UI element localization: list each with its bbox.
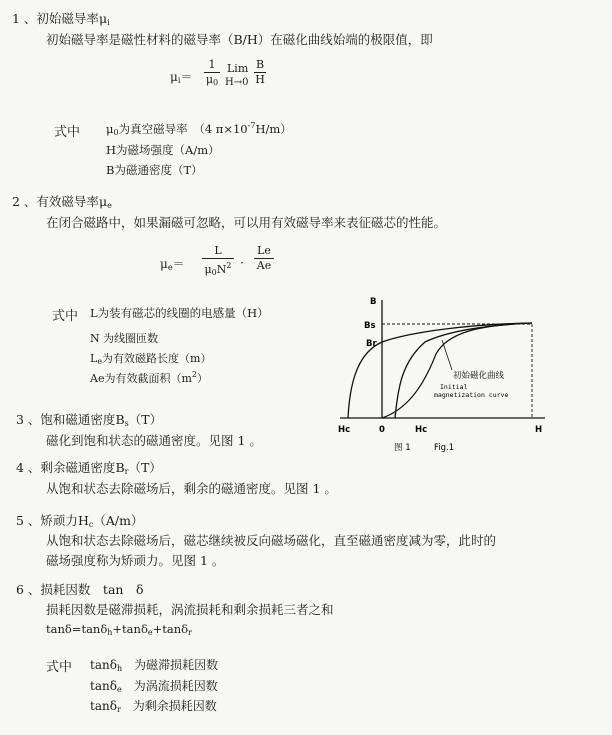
s3-symbol: B — [115, 412, 125, 427]
s2-equation — [160, 244, 290, 280]
s2-where-3: $L_e$为有效磁路长度（m） — [90, 352, 212, 366]
s2-where-4: Ae为有效截面积$(m^2)$ — [90, 370, 208, 385]
s1-heading-text: 1 、初始磁导率 — [12, 11, 99, 26]
s2-eq-fraction-1: L $\mu_0N^2$ — [202, 244, 234, 280]
s1-eq-lim-under: H→0 — [225, 77, 249, 88]
label-b: B — [370, 297, 377, 307]
label-br: Br — [366, 339, 377, 349]
s6-heading: 6 、损耗因数 tan δ — [16, 582, 144, 597]
curve-pointer — [442, 340, 452, 370]
s1-heading — [12, 9, 110, 27]
label-curve-en-1: Initial — [440, 383, 468, 391]
s6-where-2: tanδ$_e$ 为涡流损耗因数 — [90, 679, 218, 694]
s1-where-1: $\mu_0$为真空磁导率 （4 $\pi\times 10^{-7}H/m$） — [106, 121, 292, 137]
s2-eq-lhs: $\mu_e=$ — [160, 257, 185, 272]
s1-eq-lim: Lim — [227, 62, 249, 75]
s5-symbol: H — [77, 513, 89, 528]
label-curve-en-2: magnetization curve — [434, 391, 509, 399]
s1-eq-fraction-1: 1 $\mu_0$ — [205, 58, 219, 87]
s1-description: 初始磁导率是磁性材料的磁导率（B/H）在磁化曲线始端的极限值，即 — [46, 32, 433, 47]
s5-heading: 5 、矫顽力$H_c(A/m)$ — [16, 513, 144, 529]
s6-formula: tanδ=tanδ$_h$+tanδ$_e$+tanδ$_r$ — [46, 622, 192, 637]
s2-description: 在闭合磁路中，如果漏磁可忽略，可以用有效磁导率来表征磁芯的性能。 — [46, 215, 447, 230]
s2-eq-fraction-2: Le Ae — [254, 244, 274, 273]
s2-symbol: μ — [98, 194, 108, 209]
label-bs: Bs — [364, 321, 376, 331]
label-hc-right: Hc — [415, 425, 428, 435]
s1-equation — [170, 58, 290, 92]
label-h: H — [535, 425, 543, 435]
s6-description: 损耗因数是磁滞损耗，涡流损耗和剩余损耗三者之和 — [46, 602, 334, 617]
s2-where-label: 式中 — [52, 309, 79, 324]
s2-eq-dot: · — [240, 255, 244, 270]
label-origin: 0 — [379, 425, 385, 435]
s6-where-3: tanδ$_r$ 为剩余损耗因数 — [90, 699, 217, 714]
s1-where-label: 式中 — [54, 125, 81, 140]
s1-eq-fraction-2: B H — [255, 58, 265, 86]
s2-heading-text: 2 、有效磁导率 — [12, 194, 99, 209]
s1-where-3: B为磁通密度（T） — [106, 163, 203, 177]
s1-eq-lhs: $\mu_i=$ — [170, 70, 193, 85]
s6-where-1: tanδ$_h$ 为磁滞损耗因数 — [90, 658, 219, 673]
s4-symbol: B — [115, 460, 125, 475]
s1-symbol-sub: i — [107, 18, 110, 27]
figure-caption: 图 1 — [394, 443, 411, 453]
label-hc-left: Hc — [338, 425, 351, 435]
s2-where-2: N 为线圈匝数 — [90, 332, 159, 345]
s3-description: 磁化到饱和状态的磁通密度。见图 1 。 — [46, 433, 262, 448]
s5-description-1: 从饱和状态去除磁场后，磁芯继续被反向磁场磁化，直至磁通密度减为零，此时的 — [46, 533, 497, 548]
figure-caption-en: Fig.1 — [434, 443, 455, 453]
hysteresis-left-branch — [348, 323, 532, 418]
s2-where-1: L为装有磁芯的线圈的电感量（H） — [90, 306, 269, 320]
s1-where-2: H为磁场强度（A/m） — [106, 143, 220, 157]
s2-symbol-sub: e — [107, 201, 112, 210]
s1-symbol: μ — [98, 11, 108, 26]
label-curve-cn: 初始磁化曲线 — [453, 371, 505, 381]
s5-description-2: 磁场强度称为矫顽力。见图 1 。 — [46, 553, 225, 568]
s6-where-label: 式中 — [46, 660, 73, 675]
s3-heading: 3 、饱和磁通密度$B_s(T)$ — [16, 412, 163, 428]
s2-heading — [12, 192, 112, 210]
s4-heading: 4 、剩余磁通密度$B_r(T)$ — [16, 460, 162, 476]
figure-bh-curve — [330, 292, 560, 462]
s4-description: 从饱和状态去除磁场后，剩余的磁通密度。见图 1 。 — [46, 481, 337, 496]
